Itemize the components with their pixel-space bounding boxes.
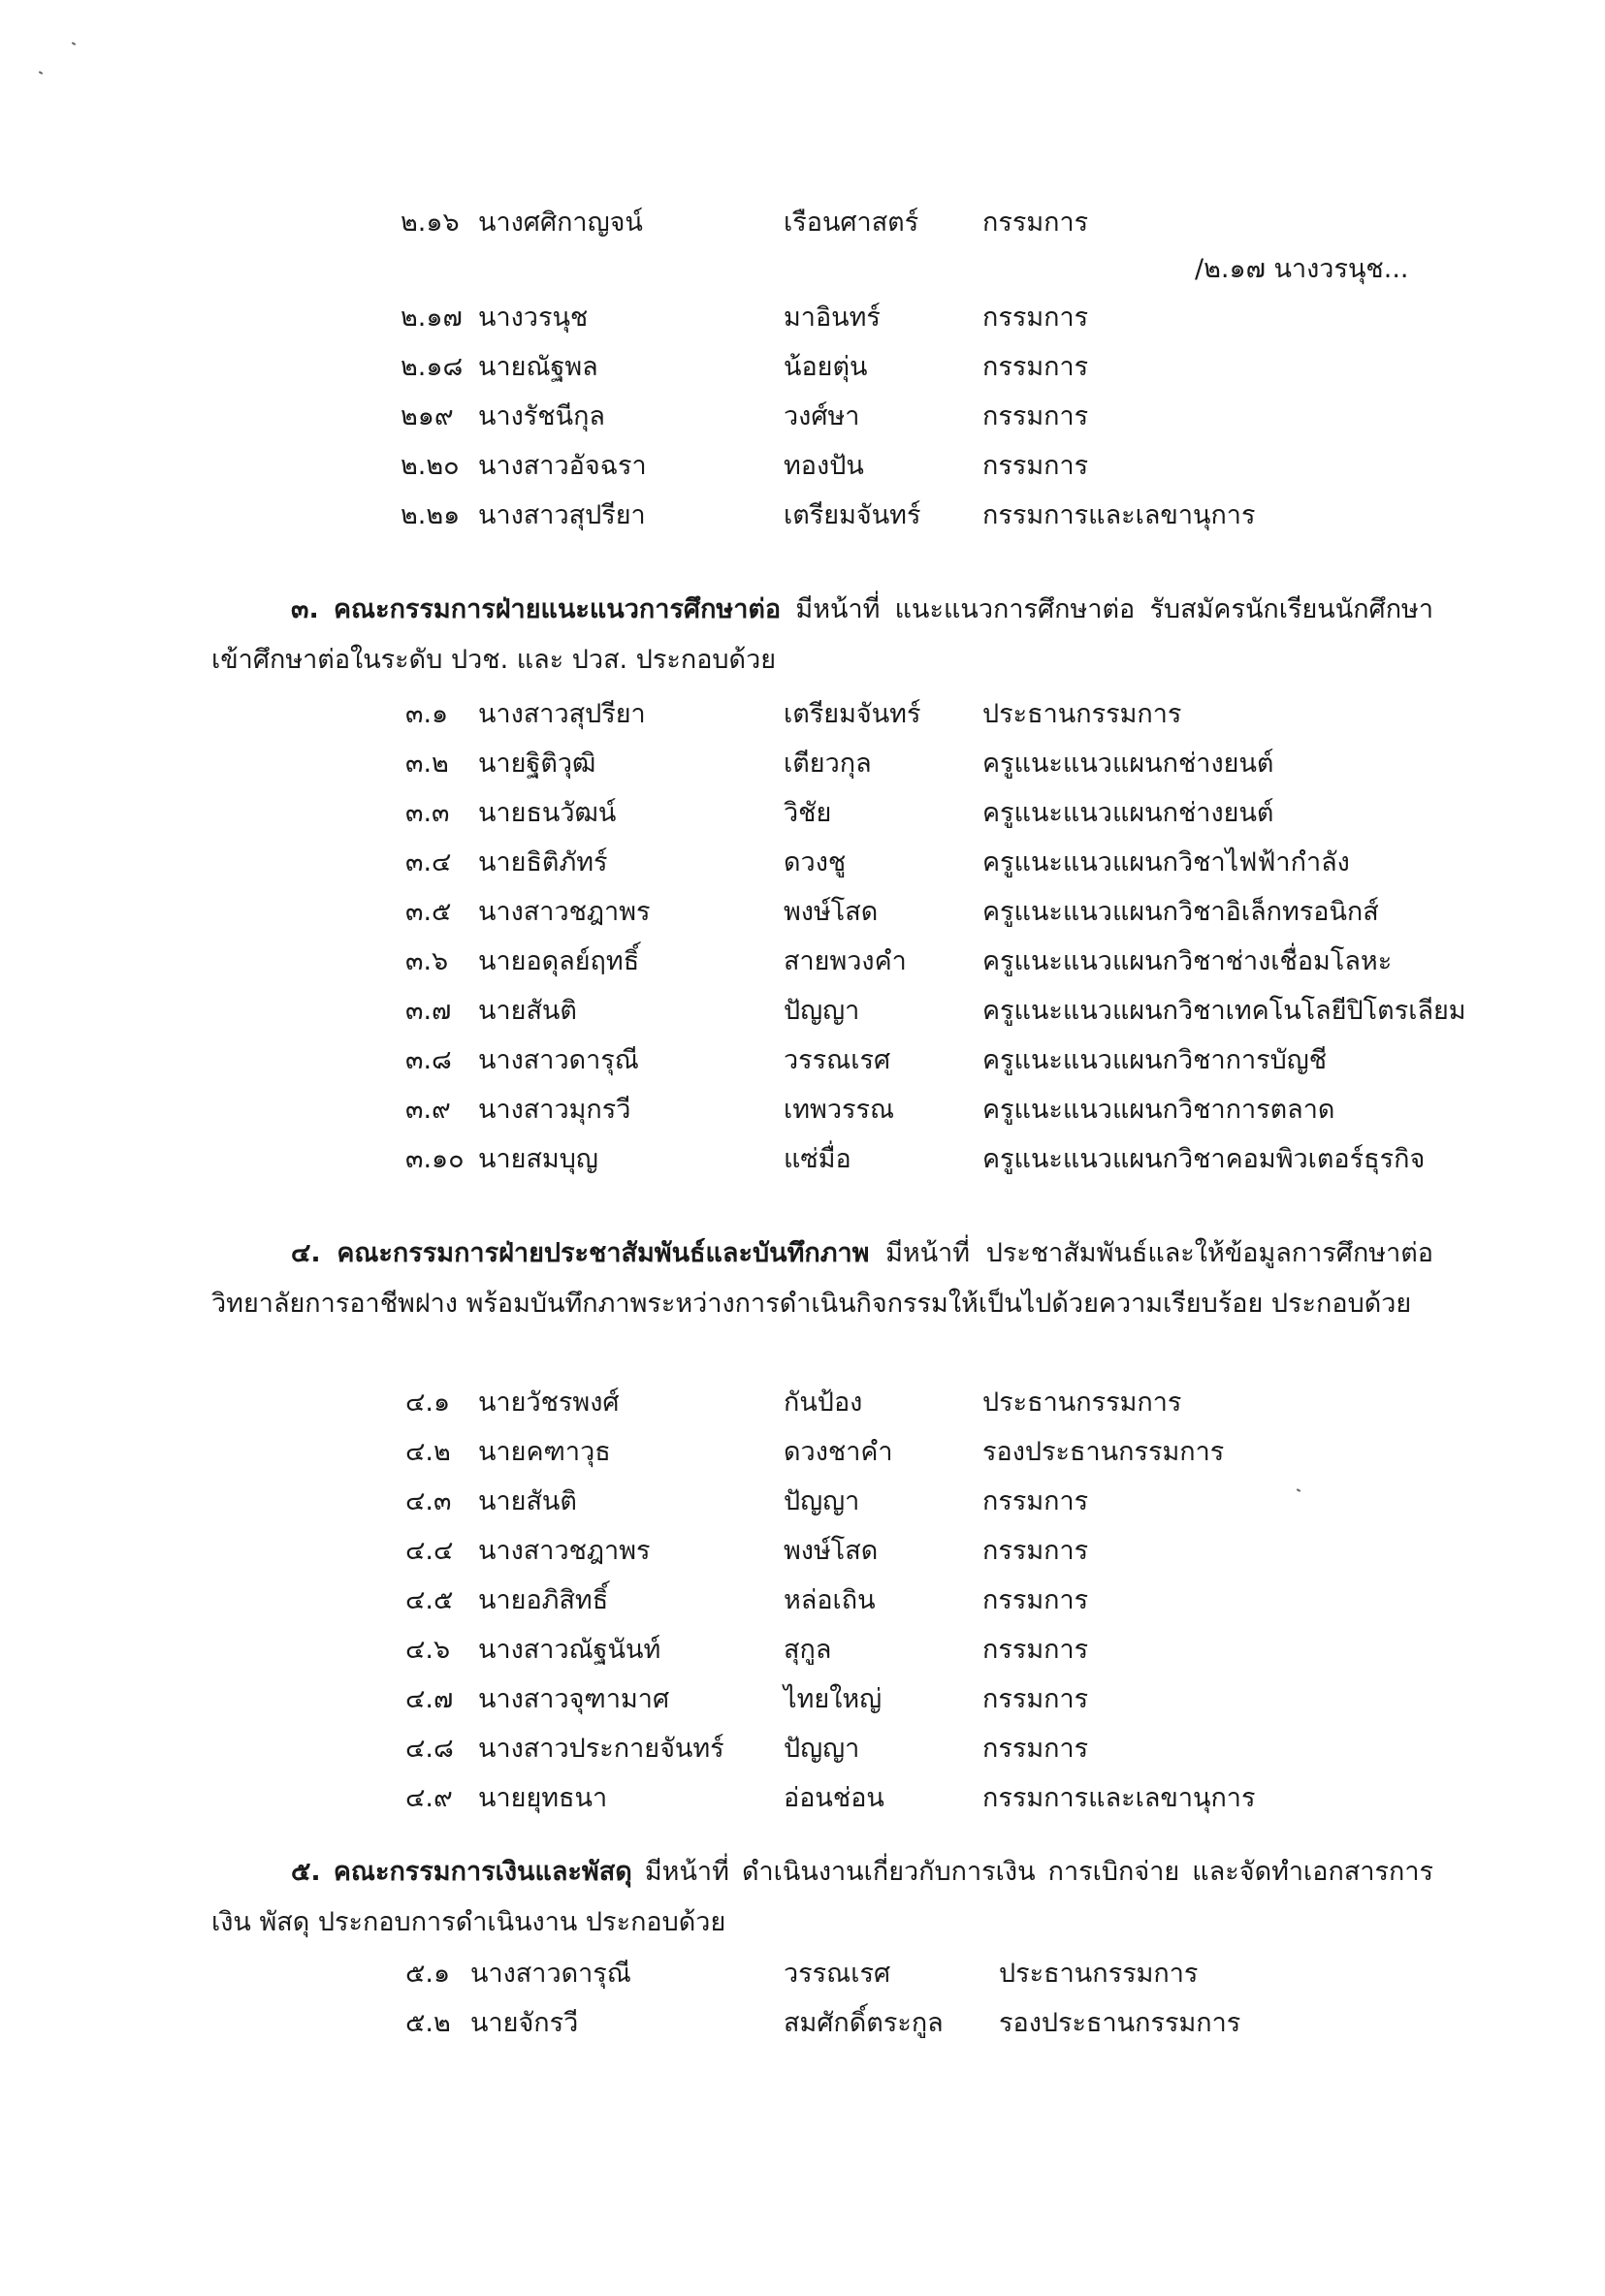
member-row [0,1675,1605,1724]
member-row [0,294,1605,342]
member-row [0,1135,1605,1184]
member-name: นายณัฐพล [478,352,598,382]
member-surname: วรรณเรศ [784,1959,891,1989]
member-number: ๓.๔ [405,847,452,877]
member-row [0,393,1605,441]
member-number: ๓.๙ [405,1095,451,1125]
section-3-duty: มีหน้าที่ แนะแนวการศึกษาต่อ รับสมัครนักเรียนนักศึกษาเข้าศึกษาต่อในระดับ ปวช. และ ปวส. ประกอบด้วย [211,594,1434,675]
member-surname: เตียวกุล [784,749,872,779]
member-name: นางสาวสุปรียา [478,500,646,530]
member-name: นางสาวมุกรวี [478,1095,631,1125]
member-name: นายจักรวี [470,2008,579,2038]
member-surname: มาอินทร์ [784,303,881,333]
member-number: ๕.๒ [405,2008,451,2038]
member-surname: สุกูล [784,1635,832,1665]
member-role: กรรมการ [982,1486,1089,1516]
section-3-heading [211,585,1433,686]
member-surname: กันป้อง [784,1387,863,1418]
member-role: กรรมการ [982,1684,1089,1714]
member-surname: อ่อนช่อน [784,1783,884,1813]
member-role: กรรมการ [982,451,1089,481]
member-row [0,1036,1605,1085]
member-row [0,1950,1605,1998]
member-row [0,1527,1605,1576]
member-surname: เทพวรรณ [784,1095,895,1125]
member-name: นายวัชรพงศ์ [478,1387,620,1418]
member-role: ครูแนะแนวแผนกวิชาไฟฟ้ากำลัง [982,847,1350,877]
section-4-duty: มีหน้าที่ ประชาสัมพันธ์และให้ข้อมูลการศึกษาต่อวิทยาลัยการอาชีพฝาง พร้อมบันทึกภาพระหว่างการดำเนินกิจกรรมให้เป็นไปด้วยความเรียบร้อย ประกอบด้วย [211,1238,1433,1319]
member-surname: วิชัย [784,798,832,828]
member-role: กรรมการ [982,1585,1089,1615]
member-number: ๔.๓ [405,1486,452,1516]
member-number: ๓.๘ [405,1045,452,1075]
member-role: กรรมการ [982,1734,1089,1764]
member-role: ครูแนะแนวแผนกวิชาช่างเชื่อมโลหะ [982,946,1393,976]
member-surname: วรรณเรศ [784,1045,891,1075]
member-name: นางสาวชฎาพร [478,1536,651,1566]
member-surname: ดวงชาคำ [784,1437,893,1467]
member-row [0,1577,1605,1625]
member-surname: เตรียมจันทร์ [784,500,921,530]
member-number: ๒.๒๐ [401,451,460,481]
member-name: นายอภิสิทธิ์ [478,1585,609,1615]
member-name: นางสาวจุฑามาศ [478,1684,670,1714]
member-role: ประธานกรรมการ [982,699,1182,729]
member-row [0,987,1605,1036]
member-row [0,1428,1605,1477]
member-surname: พงษ์โสด [784,1536,879,1566]
section-4-title: คณะกรรมการฝ่ายประชาสัมพันธ์และบันทึกภาพ [337,1238,870,1268]
member-number: ๔.๗ [405,1684,454,1714]
member-surname: ปัญญา [784,1486,860,1516]
section-3-title: คณะกรรมการฝ่ายแนะแนวการศึกษาต่อ [333,594,782,624]
member-number: ๔.๔ [405,1536,454,1566]
member-name: นางสาวณัฐนันท์ [478,1635,661,1665]
member-surname: หล่อเถิน [784,1585,876,1615]
member-role: กรรมการ [982,303,1089,333]
member-name: นางสาวชฎาพร [478,897,651,927]
section-3-number: ๓. [291,594,319,624]
member-surname: ไทยใหญ่ [784,1684,883,1714]
member-surname: ดวงชู [784,847,847,877]
member-name: นายสันติ [478,996,577,1026]
member-role: ประธานกรรมการ [982,1387,1182,1418]
member-number: ๓.๑๐ [405,1144,465,1174]
member-surname: เตรียมจันทร์ [784,699,921,729]
member-surname: พงษ์โสด [784,897,879,927]
member-number: ๔.๑ [405,1387,451,1418]
member-number: ๒.๒๑ [401,500,461,530]
member-row [0,789,1605,838]
member-role: ครูแนะแนวแผนกวิชาคอมพิวเตอร์ธุรกิจ [982,1144,1426,1174]
member-name: นางศศิกาญจน์ [478,207,643,238]
member-number: ๔.๙ [405,1783,453,1813]
member-number: ๒๑๙ [401,401,454,431]
section-5-heading [211,1847,1433,1948]
member-row [0,343,1605,392]
member-name: นางรัชนีกุล [478,401,605,431]
continuation-marker: /๒.๑๗ นางวรนุช... [1195,254,1409,284]
member-number: ๓.๗ [405,996,452,1026]
member-row [0,492,1605,540]
section-4-heading [211,1228,1433,1329]
section-4-number: ๔. [291,1238,321,1268]
member-role: ครูแนะแนวแผนกช่างยนต์ [982,749,1274,779]
member-name: นายธนวัฒน์ [478,798,617,828]
member-row [0,690,1605,739]
member-surname: น้อยตุ่น [784,352,868,382]
member-role: รองประธานกรรมการ [982,1437,1225,1467]
scan-speck [39,71,43,75]
member-row [0,938,1605,986]
member-row [0,442,1605,491]
member-number: ๓.๒ [405,749,449,779]
member-role: ประธานกรรมการ [999,1959,1199,1989]
member-number: ๓.๕ [405,897,452,927]
member-role: รองประธานกรรมการ [999,2008,1241,2038]
member-name: นางสาวอัจฉรา [478,451,647,481]
member-role: กรรมการ [982,352,1089,382]
member-role: ครูแนะแนวแผนกวิชาเทคโนโลยีปิโตรเลียม [982,996,1466,1026]
member-name: นางสาวดารุณี [478,1045,639,1075]
member-number: ๓.๑ [405,699,449,729]
member-name: นายอดุลย์ฤทธิ์ [478,946,640,976]
member-number: ๔.๒ [405,1437,451,1467]
member-row [0,1379,1605,1427]
member-surname: สายพวงคำ [784,946,907,976]
member-row [0,1774,1605,1823]
member-surname: ทองปัน [784,451,864,481]
member-surname: แซ่มื่อ [784,1144,851,1174]
member-row [0,1478,1605,1526]
member-row [0,740,1605,788]
section-5-title: คณะกรรมการเงินและพัสดุ [333,1857,632,1887]
member-surname: วงศ์ษา [784,401,860,431]
member-number: ๓.๖ [405,946,449,976]
member-number: ๒.๑๗ [401,303,463,333]
member-name: นางสาวดารุณี [470,1959,631,1989]
member-name: นางสาวประกายจันทร์ [478,1734,724,1764]
member-row [0,839,1605,887]
section-5-duty: มีหน้าที่ ดำเนินงานเกี่ยวกับการเงิน การเบิกจ่าย และจัดทำเอกสารการเงิน พัสดุ ประกอบการดำเนินงาน ประกอบด้วย [211,1857,1434,1937]
member-role: ครูแนะแนวแผนกวิชาการบัญชี [982,1045,1328,1075]
member-role: กรรมการ [982,207,1089,238]
member-name: นายคฑาวุธ [478,1437,611,1467]
member-row [0,1626,1605,1674]
member-role: กรรมการ [982,1635,1089,1665]
member-row [0,199,1605,247]
member-row [0,1086,1605,1134]
member-surname: เรือนศาสตร์ [784,207,919,238]
member-name: นางวรนุช [478,303,589,333]
scan-speck [72,42,76,46]
member-name: นายสมบุญ [478,1144,598,1174]
member-role: ครูแนะแนวแผนกวิชาการตลาด [982,1095,1335,1125]
member-number: ๔.๘ [405,1734,454,1764]
member-row [0,1725,1605,1773]
member-role: กรรมการและเลขานุการ [982,1783,1256,1813]
member-role: กรรมการ [982,401,1089,431]
member-row [0,888,1605,937]
member-number: ๕.๑ [405,1959,451,1989]
member-role: ครูแนะแนวแผนกวิชาอิเล็กทรอนิกส์ [982,897,1379,927]
member-surname: ปัญญา [784,1734,860,1764]
member-row [0,1999,1605,2048]
section-5-number: ๕. [291,1857,321,1887]
member-name: นายฐิติวุฒิ [478,749,596,779]
member-name: นายธิติภัทร์ [478,847,608,877]
member-number: ๔.๕ [405,1585,454,1615]
member-number: ๔.๖ [405,1635,451,1665]
member-surname: สมศักดิ์ตระกูล [784,2008,944,2038]
member-role: ครูแนะแนวแผนกช่างยนต์ [982,798,1274,828]
member-number: ๒.๑๖ [401,207,460,238]
member-name: นายยุทธนา [478,1783,608,1813]
member-role: กรรมการ [982,1536,1089,1566]
member-surname: ปัญญา [784,996,860,1026]
member-role: กรรมการและเลขานุการ [982,500,1256,530]
member-name: นายสันติ [478,1486,577,1516]
member-number: ๓.๓ [405,798,450,828]
member-name: นางสาวสุปรียา [478,699,646,729]
member-number: ๒.๑๘ [401,352,464,382]
